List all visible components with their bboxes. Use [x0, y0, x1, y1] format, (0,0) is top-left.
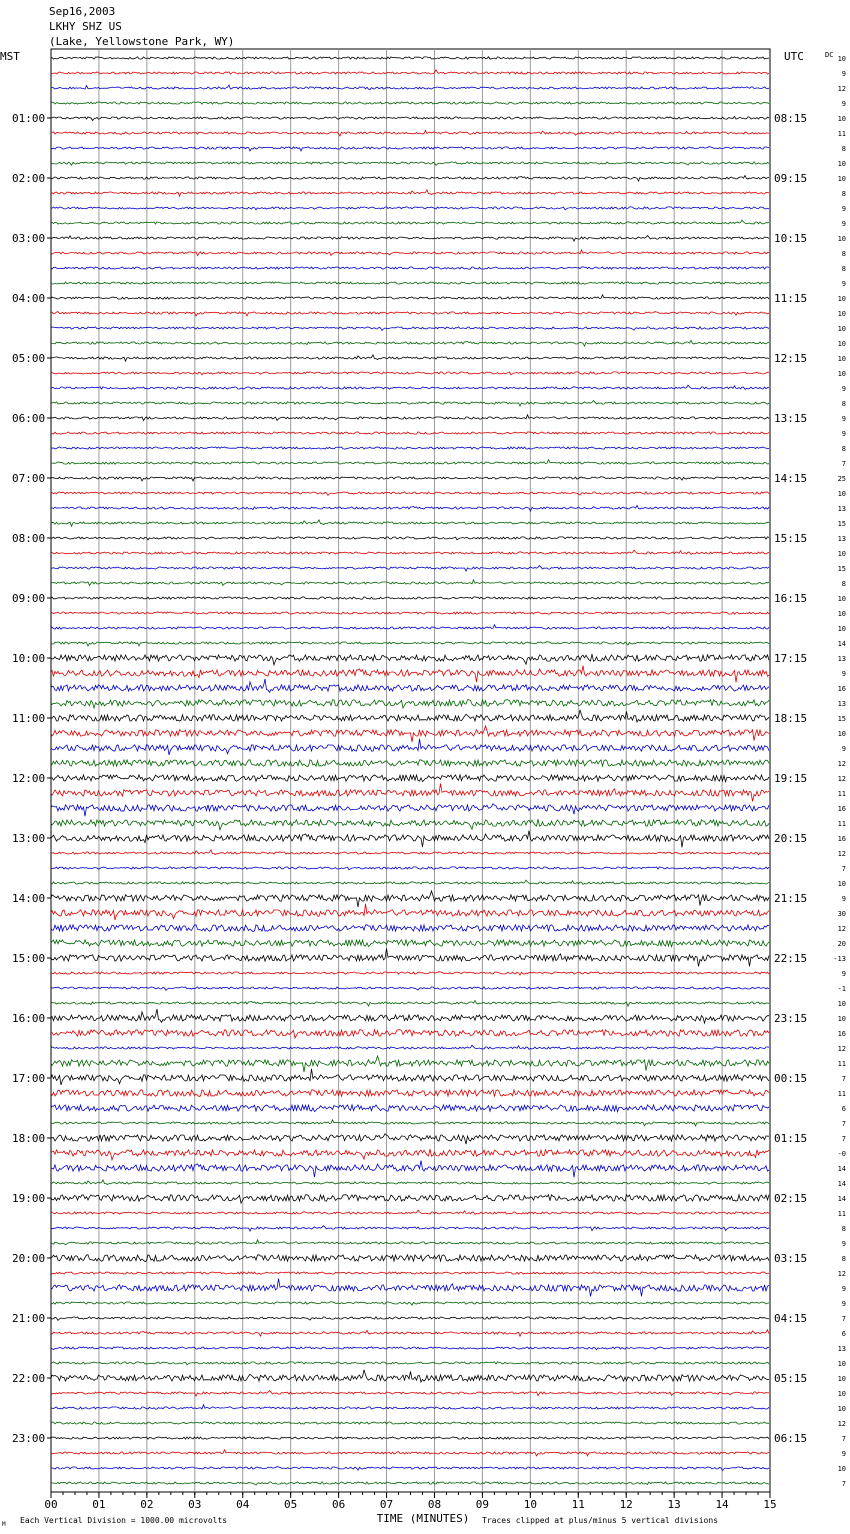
dc-offset-label: 10	[837, 1375, 846, 1383]
dc-offset-label: 7	[841, 1315, 846, 1323]
dc-offset-label: 12	[837, 760, 846, 768]
left-hour-label: 13:00	[12, 832, 46, 845]
x-tick-label: 15	[763, 1498, 777, 1511]
left-hour-label: 09:00	[12, 592, 46, 605]
seismic-trace	[51, 867, 769, 870]
dc-offset-label: 16	[837, 805, 846, 813]
dc-offset-label: 10	[837, 730, 846, 738]
seismic-trace	[51, 116, 769, 120]
seismic-trace	[51, 1255, 769, 1262]
x-tick-label: 13	[667, 1498, 681, 1511]
dc-offset-label: 30	[837, 910, 846, 918]
seismic-trace	[51, 850, 769, 855]
seismic-trace	[51, 972, 769, 976]
dc-offset-label: 15	[837, 565, 846, 573]
seismic-trace	[51, 1180, 769, 1185]
dc-offset-label: 10	[837, 355, 846, 363]
seismic-trace	[51, 1001, 769, 1007]
seismic-trace	[51, 1482, 769, 1485]
dc-offset-label: 12	[837, 775, 846, 783]
dc-offset-label: 7	[841, 460, 846, 468]
dc-offset-label: -0	[837, 1150, 846, 1158]
seismic-trace	[51, 1370, 769, 1382]
seismic-trace	[51, 880, 769, 884]
left-hour-label: 08:00	[12, 532, 46, 545]
seismic-trace	[51, 1090, 769, 1097]
seismic-trace	[51, 57, 769, 59]
seismic-trace	[51, 1161, 769, 1178]
left-hour-label: 05:00	[12, 352, 46, 365]
dc-offset-label: 9	[841, 220, 846, 228]
x-tick-label: 11	[571, 1498, 585, 1511]
dc-offset-label: 25	[837, 475, 846, 483]
left-hour-label: 19:00	[12, 1192, 46, 1205]
footer-scale-note: Each Vertical Division = 1000.00 microvolts	[20, 1516, 228, 1525]
seismic-trace	[51, 85, 769, 89]
dc-offset-label: 10	[837, 1390, 846, 1398]
seismic-trace	[51, 566, 769, 572]
dc-offset-label: 9	[841, 1300, 846, 1308]
seismic-trace	[51, 784, 769, 802]
seismic-trace	[51, 1056, 769, 1072]
seismic-trace	[51, 460, 769, 465]
dc-offset-label: 9	[841, 970, 846, 978]
dc-offset-label: 7	[841, 1120, 846, 1128]
left-hour-label: 20:00	[12, 1252, 46, 1265]
seismic-trace	[51, 372, 769, 375]
right-hour-label: 16:15	[774, 592, 808, 605]
dc-offset-label: 10	[837, 625, 846, 633]
dc-offset-label: 10	[837, 310, 846, 318]
dc-offset-label: 10	[837, 175, 846, 183]
plot-frame	[51, 49, 770, 1492]
left-hour-label: 16:00	[12, 1012, 46, 1025]
seismic-trace	[51, 1450, 769, 1456]
seismic-trace	[51, 666, 769, 683]
seismic-trace	[51, 250, 769, 256]
seismic-traces	[51, 57, 769, 1485]
dc-offset-label: 13	[837, 1345, 846, 1353]
seismic-trace	[51, 1120, 769, 1126]
seismic-trace	[51, 904, 769, 920]
dc-offset-label: 12	[837, 1270, 846, 1278]
left-hour-label: 02:00	[12, 172, 46, 185]
seismic-trace	[51, 415, 769, 421]
seismic-trace	[51, 710, 769, 722]
dc-offset-label: 7	[841, 1480, 846, 1488]
dc-offset-label: 12	[837, 1045, 846, 1053]
dc-offset-label: 7	[841, 1435, 846, 1443]
dc-offset-label: 11	[837, 820, 846, 828]
seismic-trace	[51, 1009, 769, 1023]
seismic-trace	[51, 679, 769, 692]
seismic-trace	[51, 580, 769, 586]
right-hour-label: 23:15	[774, 1012, 808, 1025]
seismic-trace	[51, 295, 769, 300]
x-tick-label: 06	[331, 1498, 346, 1511]
dc-offset-label: 10	[837, 595, 846, 603]
seismic-trace	[51, 1272, 769, 1274]
dc-offset-label: 10	[837, 340, 846, 348]
right-hour-label: 14:15	[774, 472, 808, 485]
dc-offset-label: 6	[841, 1330, 846, 1338]
dc-offset-label: 10	[837, 115, 846, 123]
right-hour-label: 03:15	[774, 1252, 808, 1265]
seismic-trace	[51, 102, 769, 105]
right-timezone-label: UTC	[784, 50, 804, 63]
x-tick-label: 10	[523, 1498, 537, 1511]
dc-offset-label: 8	[841, 250, 846, 258]
right-hour-label: 08:15	[774, 112, 808, 125]
seismic-trace	[51, 831, 769, 848]
left-hour-label: 23:00	[12, 1432, 46, 1445]
dc-offset-label: 12	[837, 925, 846, 933]
x-tick-label: 07	[379, 1498, 394, 1511]
seismic-trace	[51, 220, 769, 224]
dc-offset-label: 13	[837, 535, 846, 543]
seismic-trace	[51, 940, 769, 947]
dc-offset-label: 10	[837, 235, 846, 243]
dc-offset-label: 9	[841, 745, 846, 753]
dc-offset-label: 9	[841, 1285, 846, 1293]
dc-offset-label: 15	[837, 715, 846, 723]
dc-offset-label: 10	[837, 370, 846, 378]
dc-offset-label: 10	[837, 1360, 846, 1368]
dc-offset-label: 10	[837, 55, 846, 63]
seismic-trace	[51, 1330, 769, 1336]
right-hour-label: 12:15	[774, 352, 808, 365]
seismic-trace	[51, 550, 769, 554]
footer-mark: M	[2, 1521, 6, 1528]
seismic-trace	[51, 642, 769, 646]
dc-offset-label: -1	[837, 985, 846, 993]
dc-offset-label: 10	[837, 160, 846, 168]
dc-offset-label: 20	[837, 940, 846, 948]
seismic-trace	[51, 891, 769, 907]
dc-offset-label: 13	[837, 505, 846, 513]
dc-offset-label: 10	[837, 295, 846, 303]
dc-offset-label: 12	[837, 1420, 846, 1428]
seismic-trace	[51, 1362, 769, 1365]
right-hour-label: 17:15	[774, 652, 808, 665]
seismic-trace	[51, 1069, 769, 1085]
x-tick-label: 00	[44, 1498, 58, 1511]
right-hour-label: 06:15	[774, 1432, 808, 1445]
x-tick-label: 03	[188, 1498, 202, 1511]
seismic-trace	[51, 597, 769, 599]
right-hour-label: 01:15	[774, 1132, 808, 1145]
seismic-trace	[51, 130, 769, 136]
left-hour-label: 06:00	[12, 412, 46, 425]
left-hour-label: 21:00	[12, 1312, 46, 1325]
seismic-trace	[51, 282, 769, 284]
chart-date: Sep16,2003	[49, 5, 116, 18]
x-tick-label: 05	[284, 1498, 298, 1511]
right-hour-label: 02:15	[774, 1192, 808, 1205]
dc-offset-label: 8	[841, 400, 846, 408]
right-hour-label: 11:15	[774, 292, 808, 305]
left-hour-label: 11:00	[12, 712, 46, 725]
dc-offset-label: 8	[841, 265, 846, 273]
seismic-trace	[51, 625, 769, 630]
dc-offset-label: 9	[841, 100, 846, 108]
left-hour-label: 01:00	[12, 112, 46, 125]
dc-offset-label: 8	[841, 190, 846, 198]
seismic-trace	[51, 1030, 769, 1038]
right-hour-label: 04:15	[774, 1312, 808, 1325]
dc-offset-label: 9	[841, 385, 846, 393]
seismic-trace	[51, 327, 769, 331]
dc-offset-label: 9	[841, 1240, 846, 1248]
dc-offset-label: 16	[837, 1030, 846, 1038]
seismic-trace	[51, 432, 769, 434]
dc-offset-label: 6	[841, 1105, 846, 1113]
dc-offset-label: 10	[837, 610, 846, 618]
seismic-trace	[51, 492, 769, 496]
seismic-trace	[51, 312, 769, 316]
dc-offset-label: 12	[837, 85, 846, 93]
seismic-trace	[51, 207, 769, 210]
seismic-trace	[51, 147, 769, 151]
dc-offset-label: 14	[837, 640, 846, 648]
right-hour-label: 18:15	[774, 712, 808, 725]
right-hour-label: 00:15	[774, 1072, 808, 1085]
seismic-trace	[51, 1045, 769, 1049]
seismic-trace	[51, 1210, 769, 1214]
left-hour-label: 18:00	[12, 1132, 46, 1145]
left-hour-label: 14:00	[12, 892, 46, 905]
seismic-trace	[51, 70, 769, 74]
dc-offset-label: 16	[837, 685, 846, 693]
seismic-trace	[51, 819, 769, 830]
dc-offset-label: 8	[841, 145, 846, 153]
left-hour-label: 12:00	[12, 772, 46, 785]
dc-offset-label: 11	[837, 790, 846, 798]
seismic-trace	[51, 520, 769, 526]
dc-offset-label: 9	[841, 205, 846, 213]
right-hour-label: 21:15	[774, 892, 808, 905]
seismic-trace	[51, 355, 769, 361]
seismic-trace	[51, 1391, 769, 1397]
seismic-trace	[51, 654, 769, 665]
seismic-trace	[51, 726, 769, 742]
minute-gridlines	[51, 49, 770, 1498]
left-timezone-label: MST	[0, 50, 20, 63]
seismic-trace	[51, 236, 769, 242]
seismic-trace	[51, 1105, 769, 1112]
seismic-trace	[51, 1302, 769, 1306]
seismic-trace	[51, 949, 769, 967]
seismic-trace	[51, 775, 769, 782]
station-location: (Lake, Yellowstone Park, WY)	[49, 35, 235, 48]
dc-offset-label: 8	[841, 1225, 846, 1233]
dc-offset-label: 8	[841, 580, 846, 588]
x-tick-label: 02	[140, 1498, 154, 1511]
seismic-trace	[51, 162, 769, 166]
right-hour-label: 10:15	[774, 232, 808, 245]
dc-offset-label: 10	[837, 1015, 846, 1023]
seismic-trace	[51, 700, 769, 708]
dc-offset-label: 11	[837, 130, 846, 138]
x-tick-label: 04	[236, 1498, 250, 1511]
seismic-trace	[51, 1226, 769, 1232]
x-tick-label: 12	[619, 1498, 633, 1511]
x-axis-label: TIME (MINUTES)	[376, 1512, 470, 1525]
x-tick-label: 14	[715, 1498, 729, 1511]
right-hour-label: 22:15	[774, 952, 808, 965]
dc-offset-label: 10	[837, 490, 846, 498]
right-hour-label: 13:15	[774, 412, 808, 425]
dc-offset-label: 11	[837, 1090, 846, 1098]
dc-offset-label: 16	[837, 835, 846, 843]
seismic-trace	[51, 804, 769, 817]
seismic-trace	[51, 987, 769, 991]
dc-offset-label: 13	[837, 700, 846, 708]
seismic-trace	[51, 1240, 769, 1245]
footer-clip-note: Traces clipped at plus/minus 5 vertical divisions	[482, 1516, 719, 1525]
right-hour-label: 09:15	[774, 172, 808, 185]
left-hour-label: 07:00	[12, 472, 46, 485]
dc-offset-label: 14	[837, 1180, 846, 1188]
dc-offset-label: 10	[837, 325, 846, 333]
dc-offset-label: 10	[837, 1405, 846, 1413]
seismic-trace	[51, 760, 769, 767]
dc-offset-label: 9	[841, 430, 846, 438]
left-hour-label: 10:00	[12, 652, 46, 665]
dc-offset-label: 11	[837, 1060, 846, 1068]
x-tick-label: 01	[92, 1498, 106, 1511]
seismic-trace	[51, 1134, 769, 1144]
seismic-trace	[51, 1347, 769, 1350]
dc-offset-label: 10	[837, 550, 846, 558]
left-hour-label: 17:00	[12, 1072, 46, 1085]
seismic-trace	[51, 537, 769, 540]
dc-offset-label: 8	[841, 445, 846, 453]
dc-offset-label: 9	[841, 70, 846, 78]
dc-offset-label: 10	[837, 1465, 846, 1473]
dc-offset-label: 7	[841, 1075, 846, 1083]
dc-offset-label: 12	[837, 850, 846, 858]
left-hour-label: 22:00	[12, 1372, 46, 1385]
seismic-trace	[51, 925, 769, 932]
right-hour-label: 15:15	[774, 532, 808, 545]
seismic-trace	[51, 1422, 769, 1424]
seismic-trace	[51, 1405, 769, 1409]
seismic-trace	[51, 401, 769, 407]
axis-labels	[0, 50, 846, 1528]
seismic-trace	[51, 1437, 769, 1439]
seismic-trace	[51, 1317, 769, 1321]
x-tick-label: 08	[427, 1498, 442, 1511]
seismic-trace	[51, 385, 769, 389]
seismic-trace	[51, 477, 769, 481]
dc-offset-label: 9	[841, 670, 846, 678]
dc-offset-label: 7	[841, 865, 846, 873]
seismic-trace	[51, 1279, 769, 1297]
right-hour-label: 05:15	[774, 1372, 808, 1385]
dc-offset-label: 9	[841, 415, 846, 423]
dc-offset-label: 14	[837, 1195, 846, 1203]
seismic-trace	[51, 1195, 769, 1203]
dc-offset-label: 10	[837, 880, 846, 888]
seismic-trace	[51, 612, 769, 614]
seismic-trace	[51, 341, 769, 347]
dc-offset-label: 9	[841, 280, 846, 288]
dc-offset-label: -13	[833, 955, 846, 963]
left-hour-label: 03:00	[12, 232, 46, 245]
seismic-trace	[51, 447, 769, 449]
dc-offset-label: 9	[841, 1450, 846, 1458]
right-hour-label: 19:15	[774, 772, 808, 785]
seismic-trace	[51, 190, 769, 196]
dc-label: DC	[825, 51, 834, 59]
seismic-trace	[51, 506, 769, 512]
station-code: LKHY SHZ US	[49, 20, 122, 33]
right-hour-label: 20:15	[774, 832, 808, 845]
left-hour-label: 04:00	[12, 292, 46, 305]
dc-offset-label: 15	[837, 520, 846, 528]
seismic-trace	[51, 267, 769, 269]
seismic-trace	[51, 1149, 769, 1160]
dc-offset-label: 11	[837, 1210, 846, 1218]
seismic-trace	[51, 176, 769, 182]
dc-offset-label: 10	[837, 1000, 846, 1008]
dc-offset-label: 8	[841, 1255, 846, 1263]
left-hour-label: 15:00	[12, 952, 46, 965]
dc-offset-label: 9	[841, 895, 846, 903]
dc-offset-label: 13	[837, 655, 846, 663]
seismic-trace	[51, 1467, 769, 1471]
x-tick-label: 09	[475, 1498, 490, 1511]
dc-offset-label: 7	[841, 1135, 846, 1143]
seismic-trace	[51, 739, 769, 755]
dc-offset-label: 14	[837, 1165, 846, 1173]
